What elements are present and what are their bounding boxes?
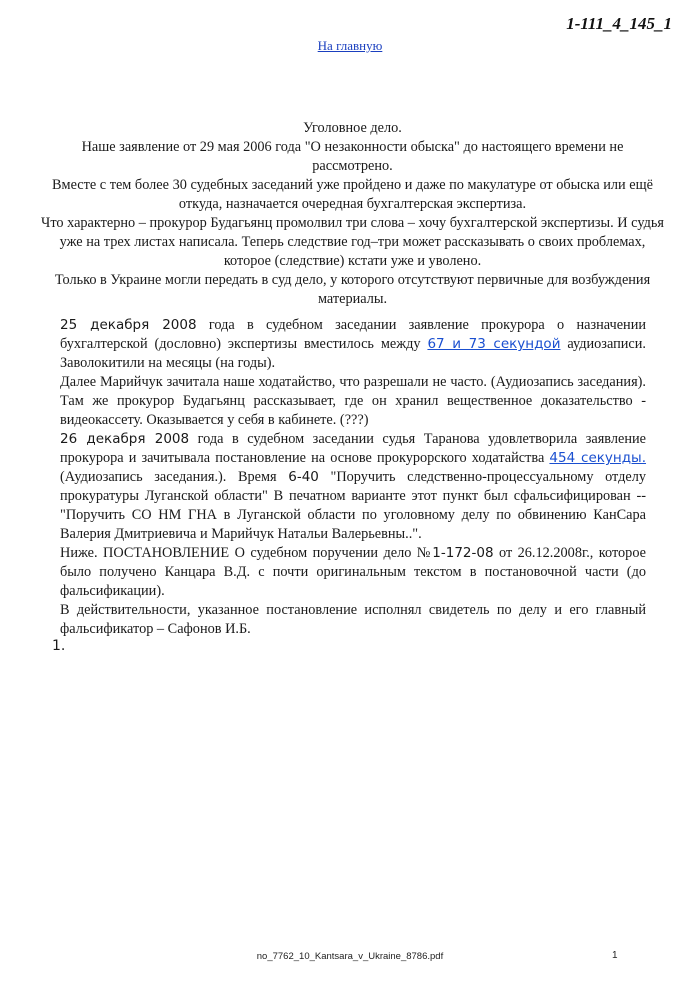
intro-line: Что характерно – прокурор Будагьянц промолвил три слова – хочу бухгалтерской экспертизы. И судья уже на трех листах написала. Теперь следствие год–три может рассказывать о своих проблемах, которое (следствие) кстати уже и уволено.: [41, 215, 664, 269]
paragraph-text: Ниже. ПОСТАНОВЛЕНИЕ О судебном поручении дело №: [60, 545, 433, 561]
paragraph-dec25: [60, 316, 646, 373]
paragraph-dec26: [60, 430, 646, 544]
footer-filename: no_7762_10_Kantsara_v_Ukraine_8786.pdf: [256, 951, 444, 962]
intro-line: Наше заявление от 29 мая 2006 года "О незаконности обыска" до настоящего времени не рассмотрено.: [81, 139, 624, 174]
home-link[interactable]: На главную: [317, 38, 383, 53]
paragraph-resolution: [60, 544, 646, 601]
intro-line: Уголовное дело.: [303, 120, 402, 136]
page-number: 1: [612, 950, 618, 961]
paragraph-text: "Поручить следственно-процессуальному отделу прокуратуры Луганской области" В печатном варианте этот пункт был сфальсифицирован -- "Поручить СО НМ ГНА в Луганской области по уголовному делу по обвинению КанСара Валерия Дмитриевича и Марийчук Натальи Валерьевны..".: [60, 469, 646, 542]
paragraph-text: от 26.12.2008г., которое было получено Канцара В.Д. с почти оригинальным текстом в постановочной части (до фальсификации).: [60, 545, 647, 599]
paragraph-mariychuk: Далее Марийчук зачитала наше ходатайство, что разрешали не часто. (Аудиозапись заседания). Там же прокурор Будагьянц рассказывает, где он хранил вещественное доказательство - видеокассету. Оказывается у себя в кабинете. (???): [60, 374, 646, 428]
list-marker: 1.: [52, 638, 66, 654]
date-text: 26 декабря 2008: [60, 431, 190, 447]
paragraph-text: года в судебном заседании заявление прокурора о назначении бухгалтерской (дословно) экспертизы вместилось между: [60, 317, 646, 352]
time-text: 6-40: [288, 469, 319, 485]
paragraph-safonov: В действительности, указанное постановление исполнял свидетель по делу и его главный фальсификатор – Сафонов И.Б.: [60, 602, 646, 637]
intro-line: Вместе с тем более 30 судебных заседаний уже пройдено и даже по макулатуре от обыска или ещё откуда, назначается очередная бухгалтерская экспертиза.: [52, 177, 653, 212]
audio-link-454[interactable]: 454 секунды.: [549, 450, 647, 466]
date-text: 25 декабря 2008: [60, 317, 197, 333]
document-id: 1-111_4_145_1: [566, 14, 672, 33]
paragraph-text: (Аудиозапись заседания.). Время: [60, 469, 289, 485]
case-number: 1-172-08: [432, 545, 494, 561]
paragraph-text: аудиозаписи. Заволокитили на месяцы (на годы).: [60, 336, 646, 371]
intro-section: [40, 119, 665, 309]
paragraph-text: года в судебном заседании судья Таранова удовлетворила заявление прокурора и зачитывала постановление на основе прокурорского ходатайства: [60, 431, 646, 466]
body-section: [60, 316, 646, 639]
audio-link-67-73[interactable]: 67 и 73 секундой: [427, 336, 561, 352]
intro-line: Только в Украине могли передать в суд дело, у которого отсутствуют первичные для возбуждения материалы.: [54, 272, 651, 307]
